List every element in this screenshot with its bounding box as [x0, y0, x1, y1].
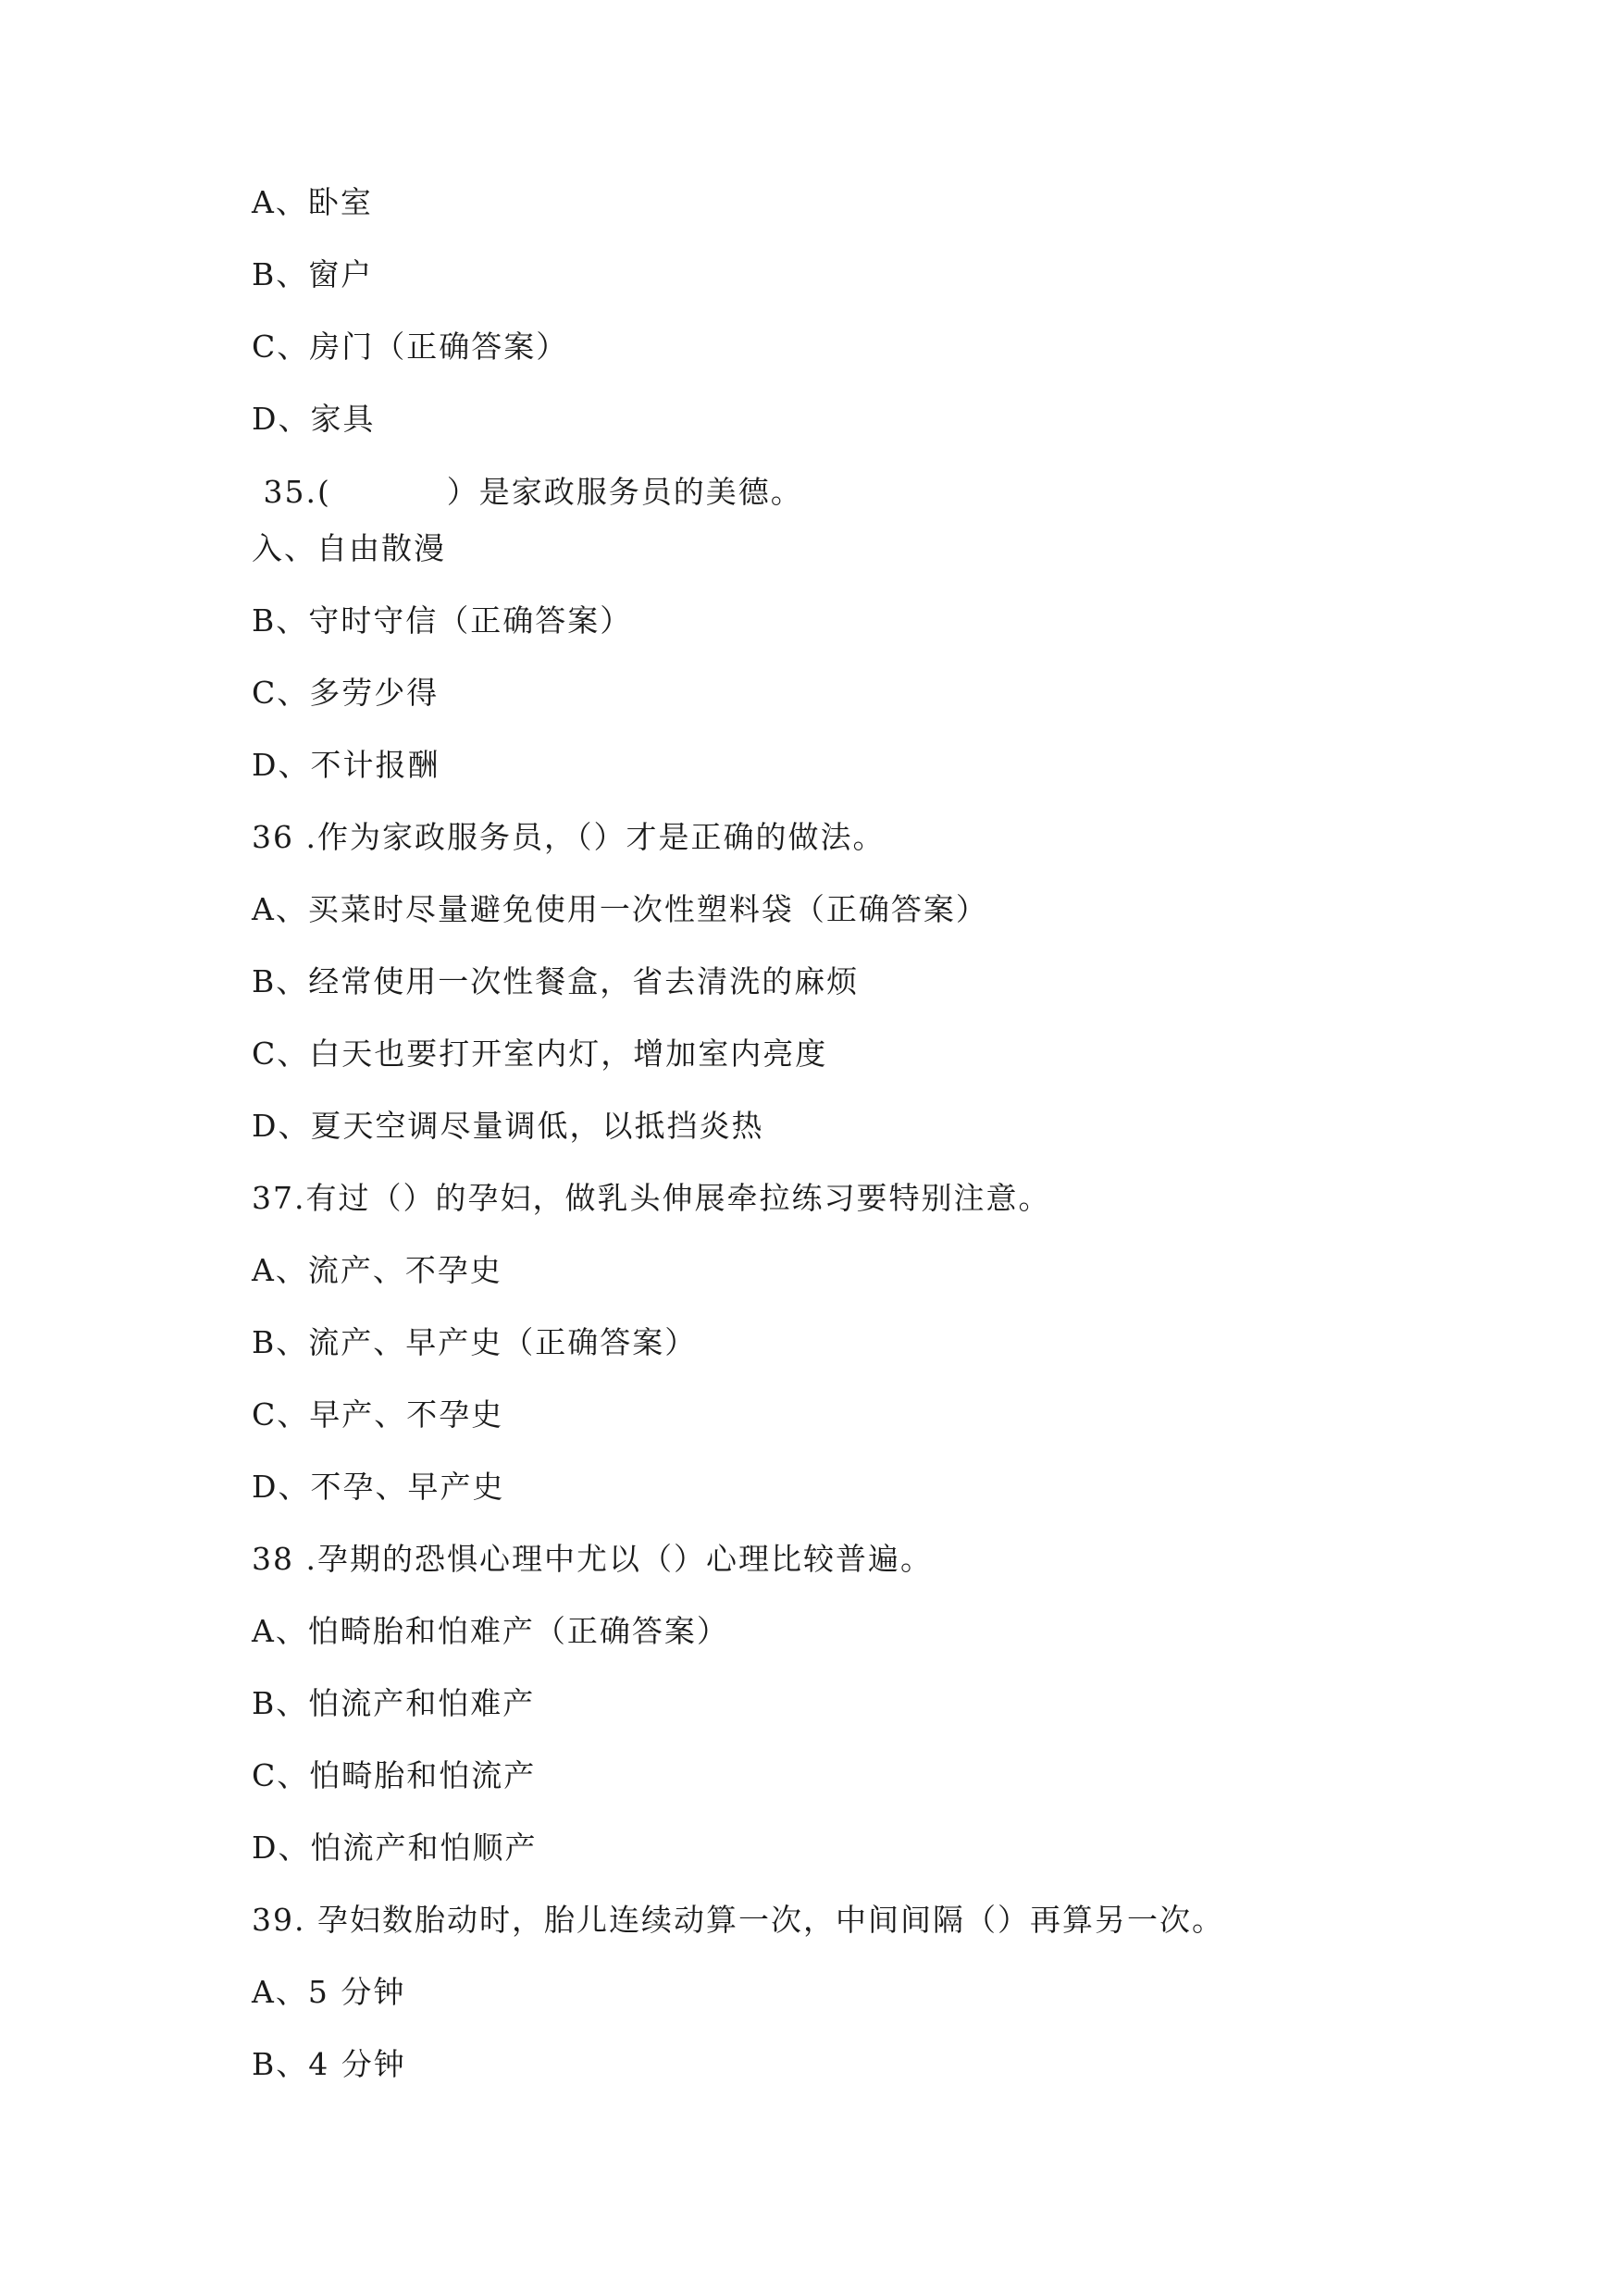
option-b-q39: B、4 分钟	[252, 2046, 406, 2082]
option-b-q36: B、经常使用一次性餐盒，省去清洗的麻烦	[252, 963, 860, 999]
question-39: 39. 孕妇数胎动时，胎儿连续动算一次，中间间隔（）再算另一次。	[252, 1902, 1224, 1938]
option-a-q39: A、5 分钟	[252, 1974, 406, 2010]
option-c-q38: C、怕畸胎和怕流产	[252, 1757, 537, 1793]
option-a-q34: A、卧室	[252, 184, 373, 220]
option-b-q34: B、窗户	[252, 256, 374, 292]
option-a-q35: 入、自由散漫	[252, 530, 446, 566]
option-d-q38: D、怕流产和怕顺产	[252, 1830, 538, 1866]
option-a-q38: A、怕畸胎和怕难产（正确答案）	[252, 1613, 729, 1649]
option-d-q37: D、不孕、早产史	[252, 1469, 505, 1505]
option-b-q37: B、流产、早产史（正确答案）	[252, 1324, 698, 1360]
question-35: 35.( ）是家政服务员的美德。	[252, 474, 803, 510]
option-d-q36: D、夏天空调尽量调低，以抵挡炎热	[252, 1108, 764, 1144]
option-d-q35: D、不计报酬	[252, 747, 440, 783]
option-b-q38: B、怕流产和怕难产	[252, 1685, 536, 1721]
option-b-q35: B、守时守信（正确答案）	[252, 602, 633, 639]
question-37: 37.有过（）的孕妇，做乳头伸展牵拉练习要特别注意。	[252, 1180, 1051, 1216]
question-36: 36 .作为家政服务员，（）才是正确的做法。	[252, 819, 886, 855]
option-a-q36: A、买菜时尽量避免使用一次性塑料袋（正确答案）	[252, 891, 988, 927]
option-a-q37: A、流产、不孕史	[252, 1252, 502, 1288]
question-38: 38 .孕期的恐惧心理中尤以（）心理比较普遍。	[252, 1541, 933, 1577]
option-c-q37: C、早产、不孕史	[252, 1396, 504, 1433]
option-c-q34: C、房门（正确答案）	[252, 329, 569, 365]
option-c-q36: C、白天也要打开室内灯，增加室内亮度	[252, 1036, 828, 1072]
option-c-q35: C、多劳少得	[252, 675, 440, 711]
option-d-q34: D、家具	[252, 401, 376, 437]
